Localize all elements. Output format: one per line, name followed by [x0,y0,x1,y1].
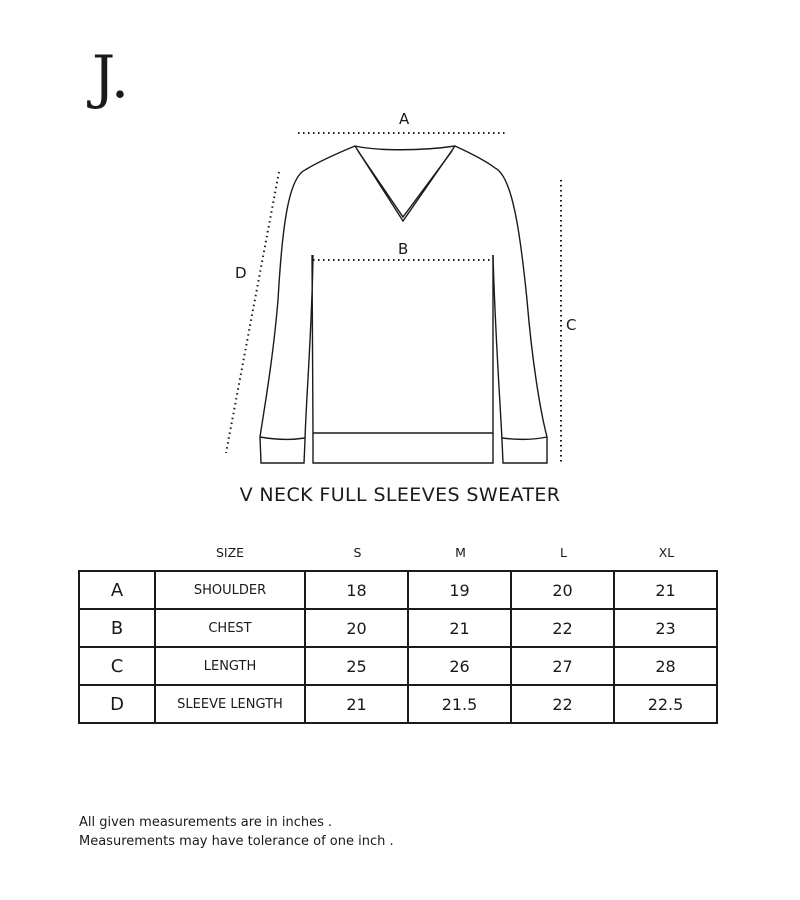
measure-lines [226,133,561,462]
size-chart-table [78,570,718,724]
footnotes [79,813,394,851]
table-row [79,609,717,647]
cell-value: 25 [305,647,408,685]
row-label: SHOULDER [155,571,305,609]
cell-value: 22.5 [614,685,717,723]
sweater-outline [260,146,547,463]
table-row [79,685,717,723]
row-label: CHEST [155,609,305,647]
size-header-l: L [560,545,567,560]
measure-line-d [226,172,279,453]
row-letter: A [79,571,155,609]
label-a: A [399,110,410,128]
cell-value: 21 [305,685,408,723]
cell-value: 28 [614,647,717,685]
row-letter: D [79,685,155,723]
cell-value: 23 [614,609,717,647]
cell-value: 27 [511,647,614,685]
footnote-units: All given measurements are in inches . [79,815,333,830]
label-b: B [398,240,409,258]
size-header-m: M [455,545,466,560]
cell-value: 19 [408,571,511,609]
label-c: C [566,316,577,334]
size-header-label: SIZE [215,545,245,560]
size-header-s: S [353,545,362,560]
row-letter: B [79,609,155,647]
footnote-tolerance: Measurements may have tolerance of one inch . [79,834,394,849]
product-title: V NECK FULL SLEEVES SWEATER [239,484,561,506]
table-row [79,647,717,685]
row-label: LENGTH [155,647,305,685]
cell-value: 22 [511,685,614,723]
cell-value: 22 [511,609,614,647]
size-header-xl: XL [658,545,675,560]
cell-value: 26 [408,647,511,685]
label-d: D [235,264,247,282]
row-label: SLEEVE LENGTH [155,685,305,723]
table-row [79,571,717,609]
row-letter: C [79,647,155,685]
brand-logo: J. [92,43,130,111]
cell-value: 18 [305,571,408,609]
cell-value: 21.5 [408,685,511,723]
cell-value: 21 [408,609,511,647]
cell-value: 21 [614,571,717,609]
cell-value: 20 [511,571,614,609]
cell-value: 20 [305,609,408,647]
